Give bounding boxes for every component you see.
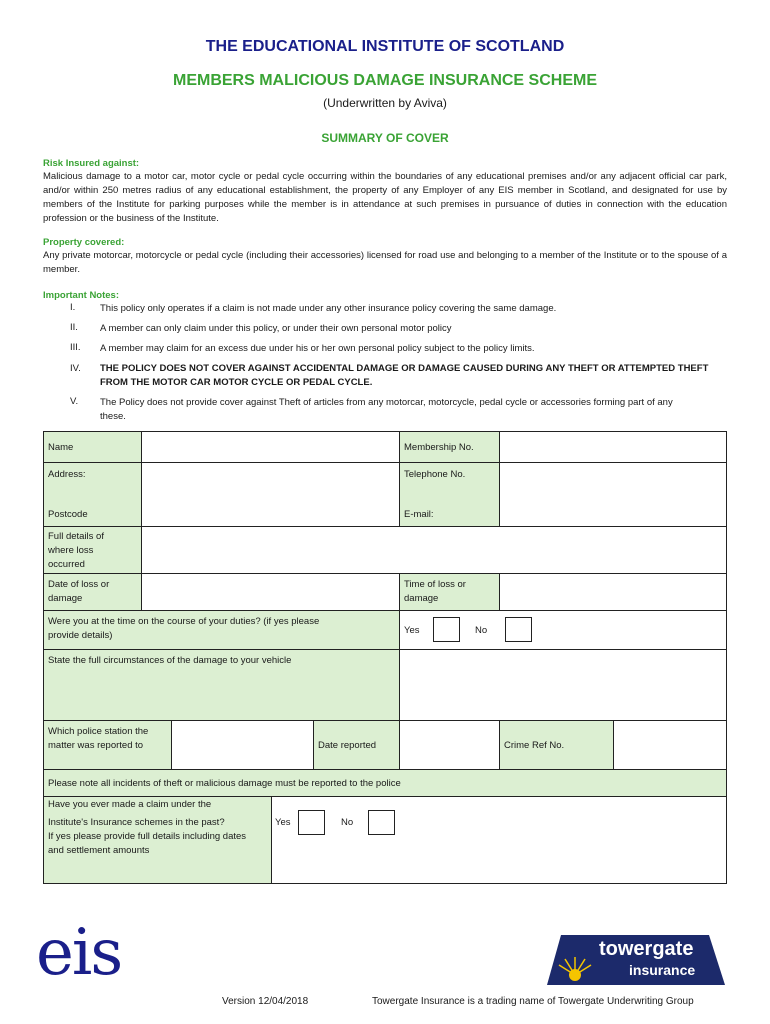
duties-label-cell [43,610,400,650]
circumstances-label-cell [43,649,400,721]
prev-claim-no-label: No [341,817,354,828]
prev-claim-answer-cell[interactable] [271,796,727,884]
prev-claim-line-1: Have you ever made a claim under the [48,799,212,810]
telephone-email-input[interactable] [499,462,727,527]
document-title: THE EDUCATIONAL INSTITUTE OF SCOTLAND [205,38,565,55]
note-number: V. [70,396,79,407]
postcode-label: Postcode [48,509,88,520]
towergate-logo [547,935,725,985]
full-details-label: Full details of where loss occurred [48,531,104,570]
property-heading: Property covered: [43,237,125,248]
duties-yes-checkbox[interactable] [433,617,460,642]
email-label: E-mail: [404,509,434,520]
address-input[interactable] [141,462,400,527]
risk-heading: Risk Insured against: [43,158,140,169]
note-text: A member can only claim under this policy, or under their own personal motor policy [100,323,452,334]
address-label: Address: [48,469,86,480]
eis-logo [36,916,156,992]
note-number: I. [70,302,76,313]
name-label: Name [48,442,74,453]
version-text: Version 12/04/2018 [222,996,309,1007]
prev-claim-yes-label: Yes [275,817,291,828]
duties-yes-label: Yes [404,625,420,636]
property-text: Any private motorcar, motorcycle or pedal cycle (including their accessories) licensed for road use and belonging to a member of the Institute or to the spouse of a member. [43,250,727,275]
prev-claim-line-2: Institute's Insurance schemes in the past? [48,817,225,828]
crime-ref-label-cell [499,720,614,770]
note-number: III. [70,342,81,353]
duties-answer-cell [399,610,727,650]
date-loss-label-cell [43,573,142,611]
note-text: This policy only operates if a claim is not made under any other insurance policy covering the same damage. [100,303,557,314]
time-loss-input[interactable] [499,573,727,611]
underwritten-note: (Underwritten by Aviva) [323,96,447,110]
prev-claim-label-cell [43,796,272,884]
duties-label: Were you at the time on the course of your duties? (if yes please provide details) [48,616,320,641]
date-reported-label: Date reported [318,740,377,751]
eis-logo-text: eis [36,916,122,990]
date-loss-input[interactable] [141,573,400,611]
prev-claim-line-3: If yes please provide full details including dates and settlement amounts [48,831,247,856]
scheme-title: MEMBERS MALICIOUS DAMAGE INSURANCE SCHEME [172,72,597,89]
note-text: THE POLICY DOES NOT COVER AGAINST ACCIDENTAL DAMAGE OR DAMAGE CAUSED DURING ANY THEFT OR ATTEMPTED THEFT FROM THE MOTOR CAR MOTOR CYCLE OR PEDAL CYCLE. [100,363,709,388]
name-input[interactable] [141,431,400,463]
note-number: II. [70,322,78,333]
time-loss-label: Time of loss or damage [404,579,466,604]
risk-text: Malicious damage to a motor car, motor cycle or pedal cycle occurring within the boundaries of any educational premises and/or any adjacent official car park, and/or within 250 metres radius of any educational establishment, the property of any Employer of any EIS member in Scotland, and designated for use by members of the Institute for parking purposes while the member is in attendance at such premises in pursuance of duties in connection with the education profession or the business of the Institute. [43,171,727,224]
date-reported-input[interactable] [399,720,500,770]
police-station-label: Which police station the matter was reported to [48,726,149,751]
address-label-cell [43,462,142,527]
police-note: Please note all incidents of theft or malicious damage must be reported to the police [48,778,401,789]
duties-no-label: No [475,625,488,636]
note-text: A member may claim for an excess due under his or her own personal policy subject to the policy limits. [100,343,535,354]
prev-claim-yes-checkbox[interactable] [298,810,325,835]
crime-ref-label: Crime Ref No. [504,740,565,751]
notes-heading: Important Notes: [43,290,119,301]
crime-ref-input[interactable] [613,720,727,770]
date-loss-label: Date of loss or damage [48,579,110,604]
circumstances-label: State the full circumstances of the damage to your vehicle [48,655,292,666]
duties-no-checkbox[interactable] [505,617,532,642]
membership-label-cell [399,431,500,463]
prev-claim-no-checkbox[interactable] [368,810,395,835]
note-text: The Policy does not provide cover against Theft of articles from any motorcar, motorcycle, pedal cycle or accessories forming part of any these. [100,397,673,422]
insurance-text: insurance [629,962,696,978]
time-loss-label-cell [399,573,500,611]
name-label-cell [43,431,142,463]
full-details-label-cell [43,526,142,574]
membership-label: Membership No. [404,442,474,453]
summary-heading: SUMMARY OF COVER [321,131,449,145]
note-number: IV. [70,363,81,374]
date-reported-label-cell [313,720,400,770]
telephone-label: Telephone No. [404,469,466,480]
full-details-input[interactable] [141,526,727,574]
police-station-label-cell [43,720,172,770]
telephone-label-cell [399,462,500,527]
police-note-cell [43,769,727,797]
circumstances-input[interactable] [399,649,727,721]
membership-input[interactable] [499,431,727,463]
towergate-text: towergate [599,938,694,960]
police-station-input[interactable] [171,720,314,770]
trading-text: Towergate Insurance is a trading name of Towergate Underwriting Group [372,996,694,1007]
